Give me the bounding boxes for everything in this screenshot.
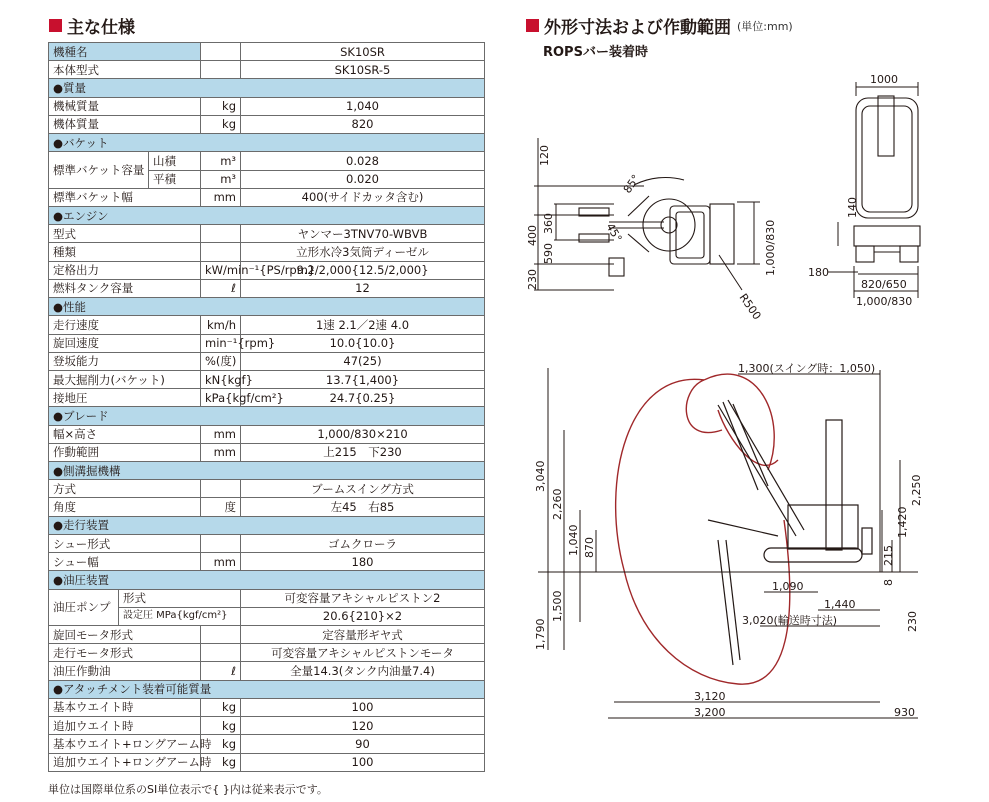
top-view-diagram: [524, 130, 794, 330]
dim-1440: 1,440: [824, 598, 856, 611]
dim-1790: 1,790: [534, 618, 547, 650]
spec-unit: ℓ: [201, 662, 241, 680]
spec-sublabel: 設定圧 MPa{kgf/cm²}: [119, 607, 241, 625]
spec-row: [49, 79, 485, 97]
spec-value: SK10SR-5: [241, 61, 485, 79]
dim-1040: 1,040: [567, 524, 580, 556]
spec-unit: mm: [201, 425, 241, 443]
spec-label: 走行モータ形式: [49, 644, 201, 662]
dim-2250: 2,250: [910, 474, 923, 506]
spec-row: [49, 316, 485, 334]
dimensions-title-text: 外形寸法および作動範囲: [544, 18, 731, 38]
spec-value: 立形水冷3気筒ディーゼル: [241, 243, 485, 261]
spec-row: [49, 516, 485, 534]
spec-category: ●質量: [49, 79, 485, 97]
dim-1000-830-front: 1,000/830: [856, 295, 913, 308]
spec-value: 定容量形ギヤ式: [241, 626, 485, 644]
spec-row: [49, 352, 485, 370]
spec-row: [49, 717, 485, 735]
spec-label: 幅×高さ: [49, 425, 201, 443]
spec-unit: [201, 43, 241, 61]
spec-label: 登坂能力: [49, 352, 201, 370]
dim-1500: 1,500: [551, 590, 564, 622]
spec-unit: mm: [201, 553, 241, 571]
spec-unit: kg: [201, 97, 241, 115]
spec-row: [49, 334, 485, 352]
spec-label: 基本ウエイト+ロングアーム時: [49, 735, 201, 753]
spec-unit: [201, 225, 241, 243]
spec-category: ●ブレード: [49, 407, 485, 425]
dim-590: 590: [542, 243, 555, 264]
spec-label: 最大掘削力(バケット): [49, 370, 201, 388]
spec-unit: kg: [201, 753, 241, 771]
spec-row: [49, 698, 485, 716]
spec-value: ヤンマー3TNV70-WBVB: [241, 225, 485, 243]
dim-r500: R500: [736, 291, 764, 323]
spec-category: ●アタッチメント装着可能質量: [49, 680, 485, 698]
dim-1300-swing: 1,300(スイング時：1,050): [738, 362, 876, 375]
spec-label: 燃料タンク容量: [49, 279, 201, 297]
spec-row: [49, 389, 485, 407]
footnote: 単位は国際単位系のSI単位表示で{ }内は従来表示です。: [48, 783, 328, 796]
spec-label: 走行速度: [49, 316, 201, 334]
spec-unit: mm: [201, 188, 241, 206]
dim-215: 215: [882, 545, 895, 566]
dim-180: 180: [808, 266, 829, 279]
spec-row: [49, 279, 485, 297]
spec-unit: kg: [201, 115, 241, 133]
spec-value: 24.7{0.25}: [241, 389, 485, 407]
spec-row: [49, 425, 485, 443]
spec-category: ●側溝掘機構: [49, 462, 485, 480]
dim-8: 8: [882, 579, 895, 586]
spec-row: [49, 206, 485, 224]
spec-value: 100: [241, 753, 485, 771]
spec-category: ●性能: [49, 298, 485, 316]
spec-value: 100: [241, 698, 485, 716]
dim-1000: 1000: [870, 73, 898, 86]
spec-label: 作動範囲: [49, 443, 201, 461]
angle-45: 45°: [603, 221, 625, 245]
spec-row: [49, 61, 485, 79]
dim-3020-transport: 3,020(輸送時寸法): [742, 614, 838, 627]
spec-label: シュー形式: [49, 534, 201, 552]
dim-360: 360: [542, 213, 555, 234]
dim-1000-830-top: 1,000/830: [764, 219, 777, 276]
spec-unit: min⁻¹{rpm}: [201, 334, 241, 352]
spec-value: 9.2/2,000{12.5/2,000}: [241, 261, 485, 279]
unit-note: (単位:mm): [737, 19, 793, 33]
front-view-dimensions: [828, 82, 918, 298]
spec-unit: ℓ: [201, 279, 241, 297]
dim-140: 140: [846, 197, 859, 218]
spec-row: [49, 753, 485, 771]
spec-category: ●バケット: [49, 134, 485, 152]
spec-value: 10.0{10.0}: [241, 334, 485, 352]
spec-label: 標準バケット容量: [49, 152, 149, 188]
top-view-machine: [579, 178, 734, 276]
spec-unit: [201, 534, 241, 552]
spec-row: [49, 443, 485, 461]
spec-row: [49, 534, 485, 552]
spec-value: 20.6{210}×2: [241, 607, 485, 625]
spec-row: [49, 152, 485, 170]
spec-label: 機体質量: [49, 115, 201, 133]
spec-unit: kN{kgf}: [201, 370, 241, 388]
spec-row: [49, 571, 485, 589]
section-marker-icon: [526, 19, 539, 32]
spec-label: 角度: [49, 498, 201, 516]
spec-value: 1,040: [241, 97, 485, 115]
spec-unit: kW/min⁻¹{PS/rpm}: [201, 261, 241, 279]
spec-unit: mm: [201, 443, 241, 461]
spec-value: 12: [241, 279, 485, 297]
spec-unit: [201, 626, 241, 644]
spec-row: [49, 662, 485, 680]
spec-label: 油圧作動油: [49, 662, 201, 680]
spec-unit: kg: [201, 698, 241, 716]
spec-unit: %(度): [201, 352, 241, 370]
spec-value: 0.020: [241, 170, 485, 188]
spec-value: 左45 右85: [241, 498, 485, 516]
dim-2260: 2,260: [551, 488, 564, 520]
dim-3200: 3,200: [694, 706, 726, 719]
spec-unit: kPa{kgf/cm²}: [201, 389, 241, 407]
spec-value: 0.028: [241, 152, 485, 170]
spec-unit: kg: [201, 717, 241, 735]
spec-value: 可変容量アキシャルピストン2: [241, 589, 485, 607]
spec-label: 追加ウエイト+ロングアーム時: [49, 753, 201, 771]
spec-row: [49, 680, 485, 698]
spec-category: ●走行装置: [49, 516, 485, 534]
section-marker-icon: [49, 19, 62, 32]
spec-value: 13.7{1,400}: [241, 370, 485, 388]
spec-value: 1速 2.1／2速 4.0: [241, 316, 485, 334]
spec-unit: 度: [201, 498, 241, 516]
spec-section-title: [49, 13, 135, 38]
spec-label: 機械質量: [49, 97, 201, 115]
spec-unit: [201, 480, 241, 498]
side-view-diagram: [528, 360, 928, 732]
spec-row: [49, 115, 485, 133]
working-range-envelope: [616, 374, 790, 684]
spec-category: ●油圧装置: [49, 571, 485, 589]
spec-label: 旋回速度: [49, 334, 201, 352]
spec-sublabel: 山積: [149, 152, 201, 170]
front-view-diagram: [798, 66, 938, 312]
spec-unit: km/h: [201, 316, 241, 334]
spec-row: [49, 370, 485, 388]
spec-label: 機種名: [49, 43, 201, 61]
spec-unit: m³: [201, 170, 241, 188]
dim-120: 120: [538, 145, 551, 166]
spec-row: [49, 407, 485, 425]
angle-85: 85°: [620, 172, 643, 196]
dim-400: 400: [526, 225, 539, 246]
dim-3040: 3,040: [534, 460, 547, 492]
spec-label: 型式: [49, 225, 201, 243]
spec-value: 可変容量アキシャルピストンモータ: [241, 644, 485, 662]
spec-value: ブームスイング方式: [241, 480, 485, 498]
spec-row: [49, 498, 485, 516]
spec-value: 全量14.3(タンク内油量7.4): [241, 662, 485, 680]
spec-label: 基本ウエイト時: [49, 698, 201, 716]
spec-sublabel: 形式: [119, 589, 241, 607]
spec-value: 47(25): [241, 352, 485, 370]
spec-label: 標準バケット幅: [49, 188, 201, 206]
spec-row: [49, 134, 485, 152]
top-view-right-dimension: [719, 202, 760, 290]
spec-title-text: 主な仕様: [67, 18, 135, 38]
spec-sublabel: 平積: [149, 170, 201, 188]
dim-1420: 1,420: [896, 506, 909, 538]
dim-3120: 3,120: [694, 690, 726, 703]
spec-row: [49, 261, 485, 279]
spec-label: 種類: [49, 243, 201, 261]
spec-category: ●エンジン: [49, 206, 485, 224]
spec-table: [48, 42, 485, 772]
dim-230-side: 230: [906, 611, 919, 632]
spec-label: 本体型式: [49, 61, 201, 79]
dimensions-section-title: [526, 13, 793, 38]
spec-row: [49, 97, 485, 115]
spec-row: [49, 553, 485, 571]
spec-value: 120: [241, 717, 485, 735]
spec-row: [49, 644, 485, 662]
spec-label: 方式: [49, 480, 201, 498]
dim-930: 930: [894, 706, 915, 719]
spec-row: [49, 298, 485, 316]
spec-row: [49, 480, 485, 498]
spec-label: 旋回モータ形式: [49, 626, 201, 644]
spec-row: [49, 225, 485, 243]
front-view-machine: [854, 96, 920, 262]
spec-row: [49, 188, 485, 206]
rops-label: ROPSバー装着時: [543, 45, 648, 60]
spec-row: [49, 626, 485, 644]
spec-row: [49, 43, 485, 61]
spec-row: [49, 589, 485, 607]
dim-1090: 1,090: [772, 580, 804, 593]
spec-value: 1,000/830×210: [241, 425, 485, 443]
spec-value: 400(サイドカッタ含む): [241, 188, 485, 206]
dim-230: 230: [526, 269, 539, 290]
spec-unit: [201, 243, 241, 261]
spec-value: 820: [241, 115, 485, 133]
spec-label: 追加ウエイト時: [49, 717, 201, 735]
spec-unit: m³: [201, 152, 241, 170]
spec-unit: [201, 61, 241, 79]
dim-820-650: 820/650: [861, 278, 907, 291]
spec-label: シュー幅: [49, 553, 201, 571]
spec-row: [49, 462, 485, 480]
spec-value: SK10SR: [241, 43, 485, 61]
spec-unit: [201, 644, 241, 662]
dim-870: 870: [583, 537, 596, 558]
spec-label: 油圧ポンプ: [49, 589, 119, 625]
spec-value: 180: [241, 553, 485, 571]
spec-row: [49, 243, 485, 261]
spec-label: 接地圧: [49, 389, 201, 407]
spec-label: 定格出力: [49, 261, 201, 279]
spec-unit: kg: [201, 735, 241, 753]
spec-value: 90: [241, 735, 485, 753]
spec-value: ゴムクローラ: [241, 534, 485, 552]
spec-value: 上215 下230: [241, 443, 485, 461]
spec-row: [49, 735, 485, 753]
